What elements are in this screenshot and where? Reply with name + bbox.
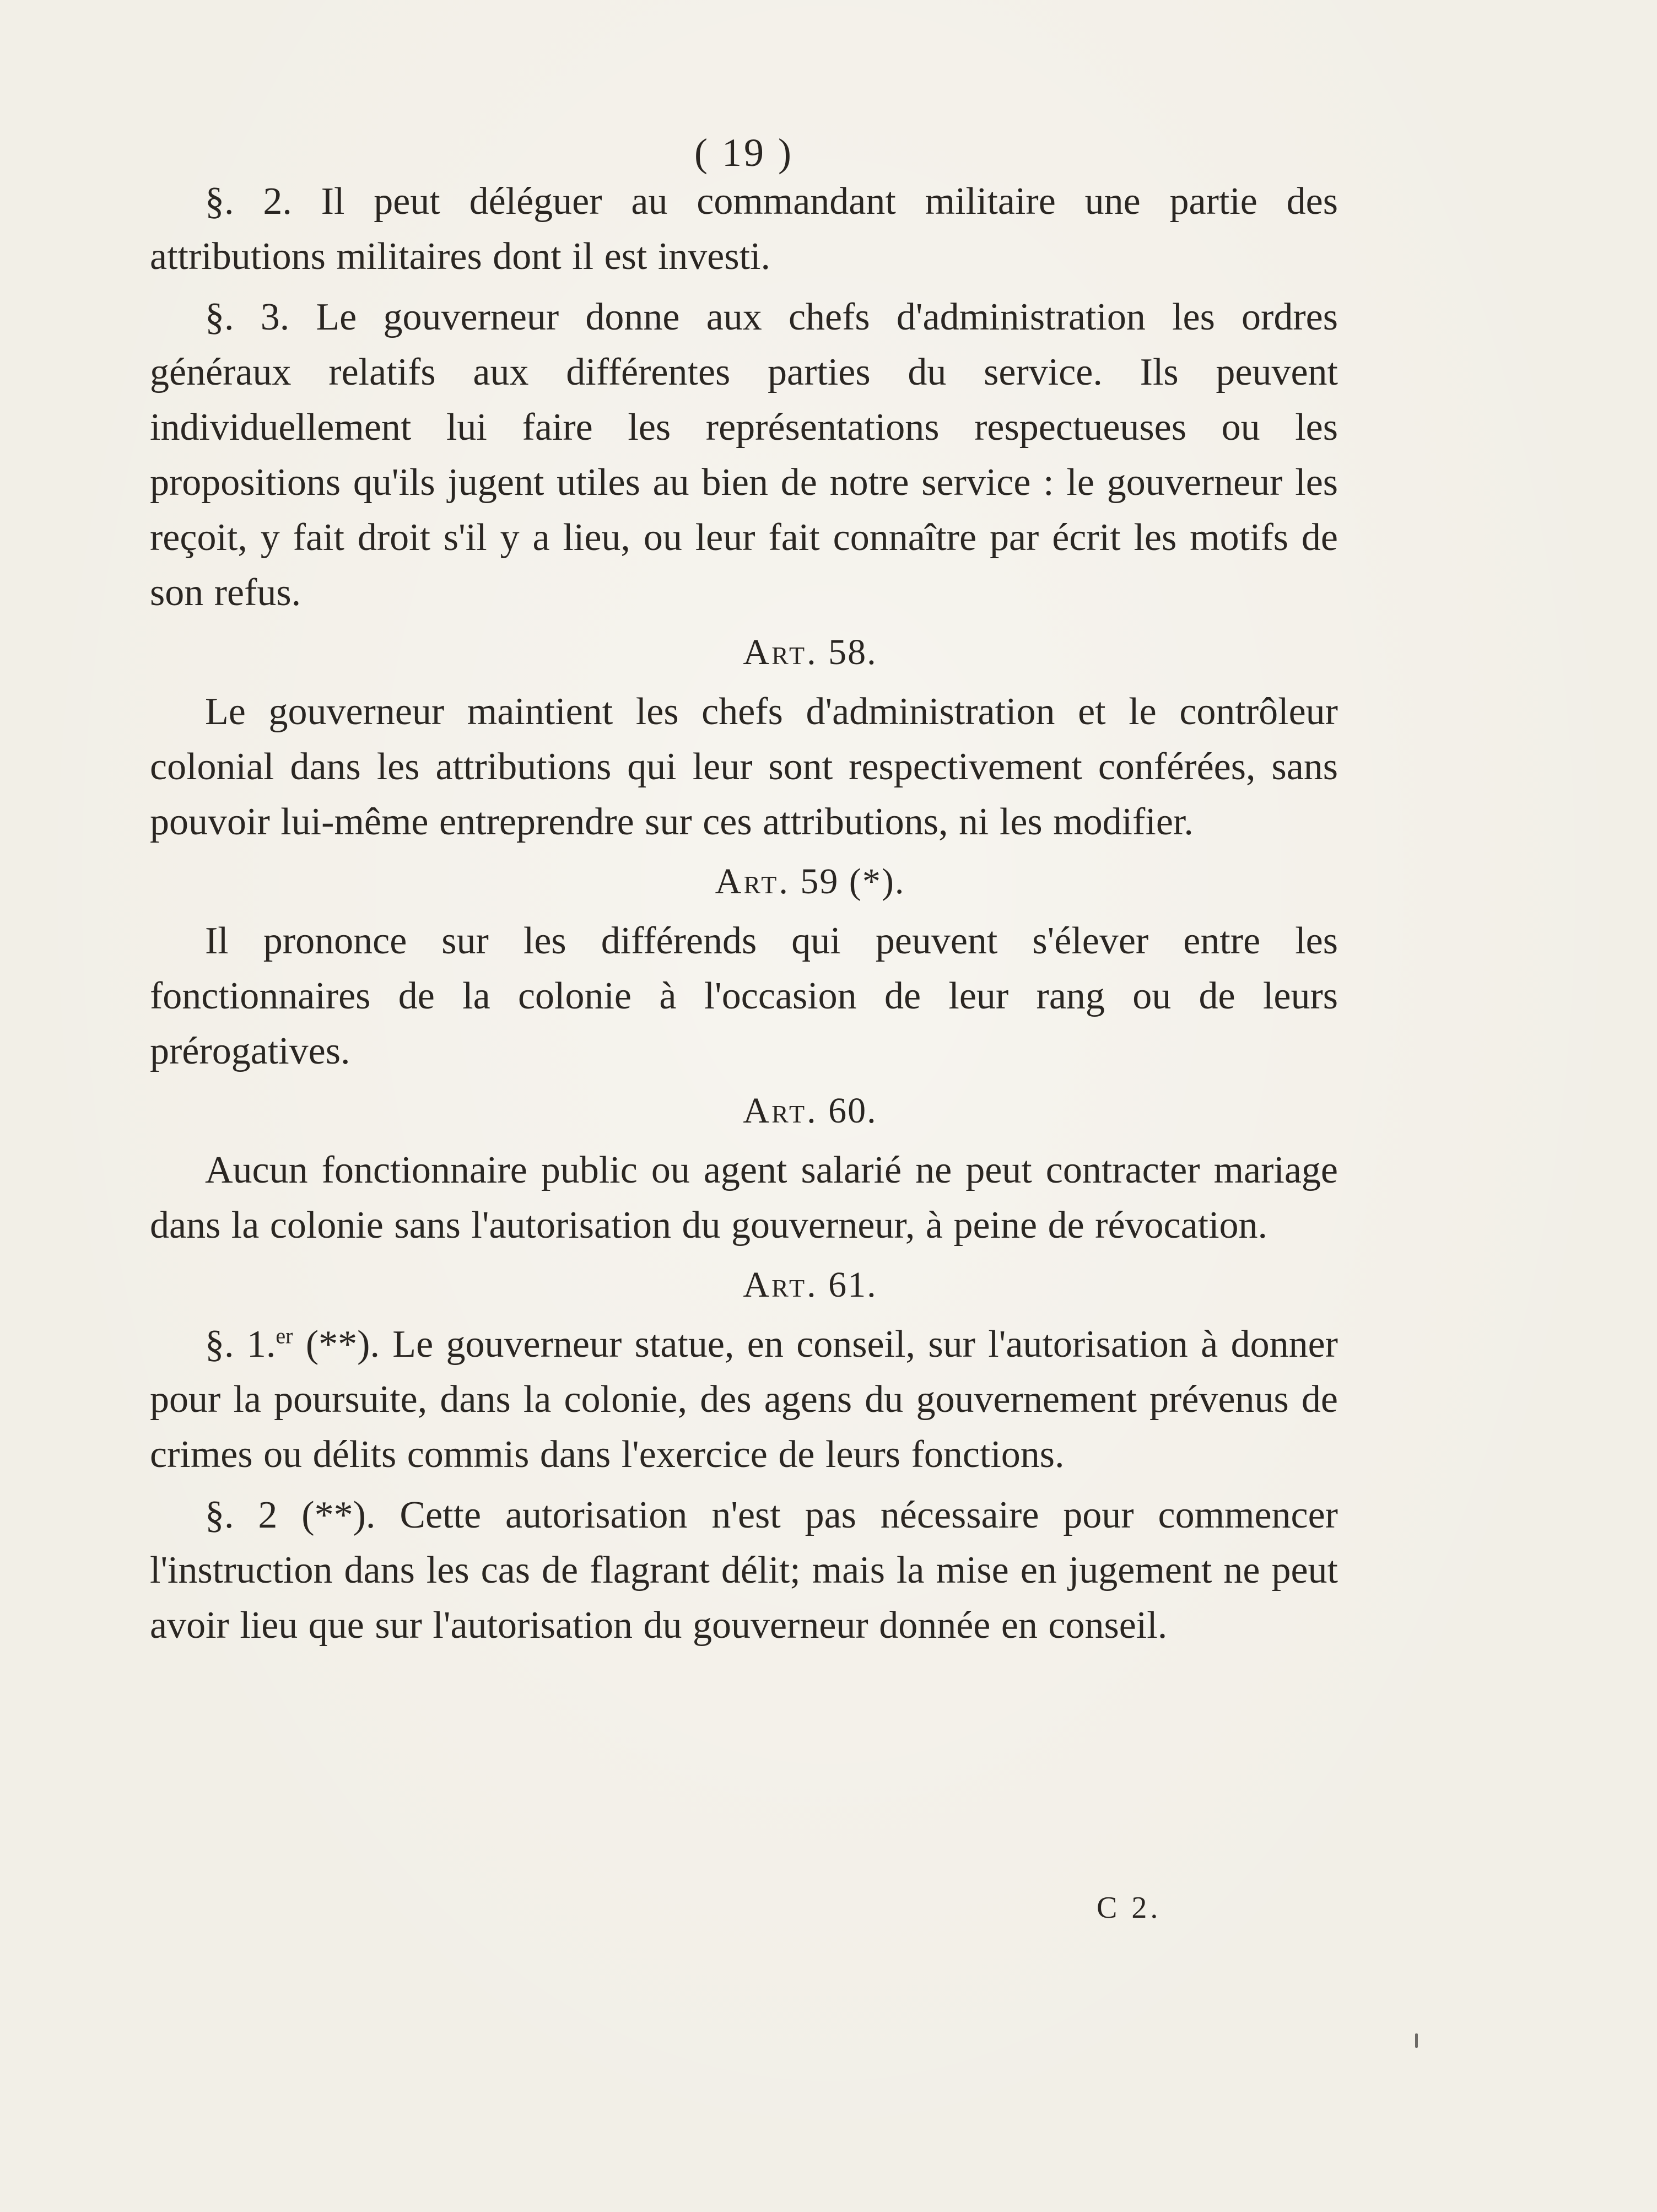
article-heading-number: 59	[800, 861, 839, 902]
article-heading-59	[150, 853, 1338, 910]
signature-mark: C 2.	[1097, 1891, 1162, 1925]
article-heading-label: Art.	[743, 1091, 818, 1131]
paragraph-art58: Le gouverneur maintient les chefs d'administration et le contrôleur colonial dans les attributions qui leur sont respectivement conférées, sans pouvoir lui-même entreprendre sur ces attributions, ni les modifier.	[150, 690, 1338, 843]
article-heading-label: Art.	[715, 861, 790, 902]
paper-speck	[1415, 2033, 1418, 2048]
paragraph-art61-s2: §. 2 (**). Cette autorisation n'est pas nécessaire pour commencer l'instruction dans les cas de flagrant délit; mais la mise en jugement ne peut avoir lieu que sur l'autorisation du gouverneur donnée en conseil.	[150, 1494, 1338, 1647]
page-number: ( 19 )	[694, 131, 794, 175]
article-heading-note: (*).	[849, 861, 905, 902]
page-body	[150, 128, 1338, 1653]
article-heading-number: 58.	[828, 632, 877, 672]
article-heading-60	[150, 1082, 1338, 1140]
superscript-er: er	[276, 1323, 293, 1348]
paragraph-art59: Il prononce sur les différends qui peuvent s'élever entre les fonctionnaires de la colonie à l'occasion de leur rang ou de leurs prérogatives.	[150, 920, 1338, 1072]
article-heading-number: 61.	[828, 1265, 877, 1305]
article-heading-61	[150, 1256, 1338, 1314]
article-heading-label: Art.	[743, 1265, 818, 1305]
paragraph-lead: §. 1.	[205, 1323, 276, 1366]
article-heading-number: 60.	[828, 1091, 877, 1131]
paragraph-art57-s2: §. 2. Il peut déléguer au commandant militaire une partie des attributions militaires dont il est investi.	[150, 180, 1338, 278]
paragraph-art60: Aucun fonctionnaire public ou agent salarié ne peut contracter mariage dans la colonie sans l'autorisation du gouverneur, à peine de révocation.	[150, 1149, 1338, 1247]
paragraph-art57-s3: §. 3. Le gouverneur donne aux chefs d'administration les ordres généraux relatifs aux différentes parties du service. Ils peuvent individuellement lui faire les représentations respectueuses ou les propositions qu'ils jugent utiles au bien de notre service : le gouverneur les reçoit, y fait droit s'il y a lieu, ou leur fait connaître par écrit les motifs de son refus.	[150, 296, 1338, 614]
article-heading-label: Art.	[743, 632, 818, 672]
paragraph-rest: (**). Le gouverneur statue, en conseil, sur l'autorisation à donner pour la poursuite, dans la colonie, des agens du gouvernement prévenus de crimes ou délits commis dans l'exercice de leurs fonctions.	[150, 1323, 1338, 1476]
paragraph-art61-s1	[150, 1317, 1338, 1482]
article-heading-58	[150, 624, 1338, 681]
